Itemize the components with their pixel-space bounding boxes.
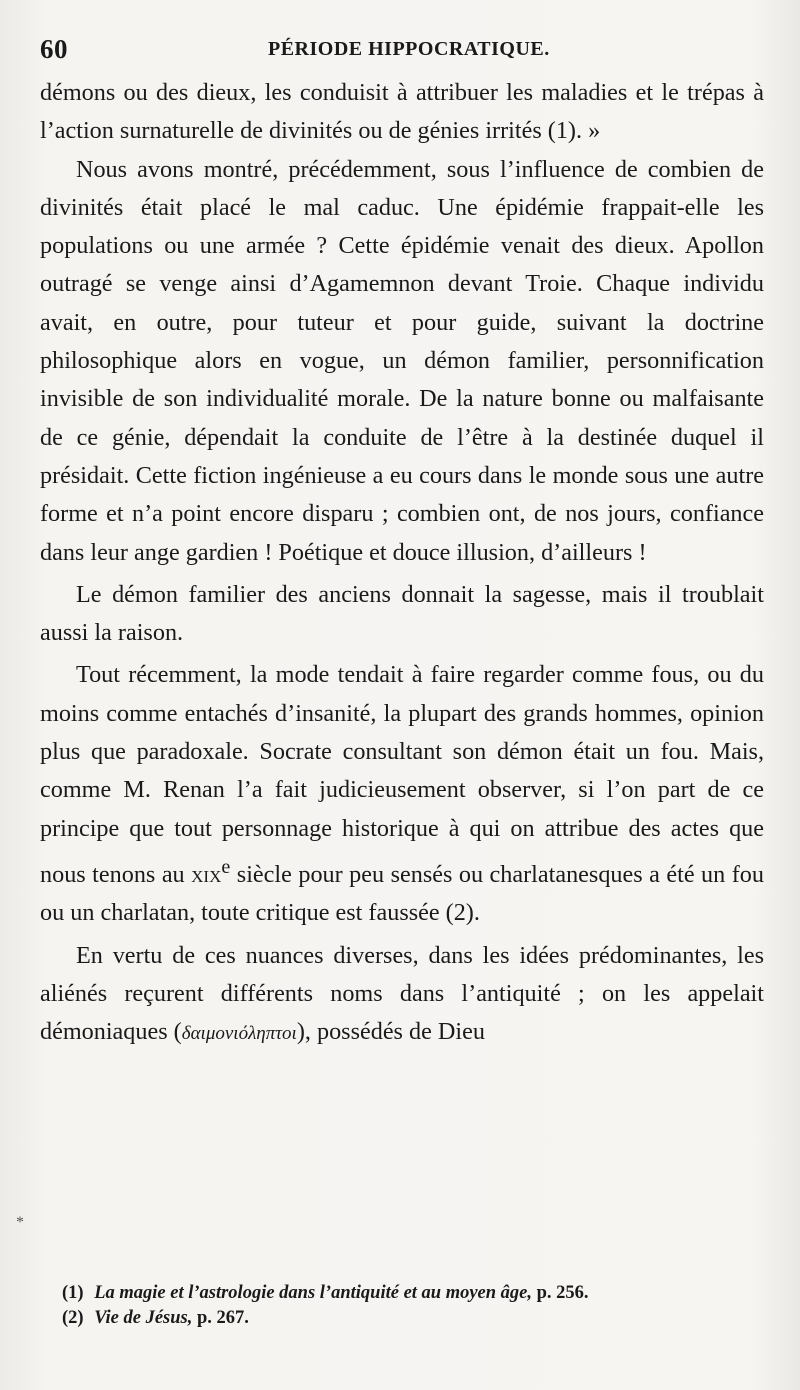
paragraph-nuances-text-b: ), possédés de Dieu: [296, 1018, 485, 1046]
running-head: PÉRIODE HIPPOCRATIQUE.: [268, 38, 550, 60]
greek-term: δαιμονιόληπτοι: [181, 1023, 297, 1045]
footnote-1-mark: (1): [62, 1283, 84, 1303]
footnote-2: [62, 1306, 762, 1331]
page-number: 60: [40, 34, 68, 64]
footnote-1-page: p. 256.: [536, 1283, 589, 1303]
margin-asterisk: *: [16, 1214, 24, 1231]
footnote-2-title: Vie de Jésus,: [94, 1308, 193, 1328]
footnote-2-page: p. 267.: [196, 1308, 249, 1328]
paragraph-familiar-demon: Le démon familier des anciens donnait la sagesse, mais il troublait aussi la raison.: [40, 580, 764, 647]
paragraph-nuances: [40, 937, 764, 1054]
footnote-1-title: La magie et l’astrologie dans l’antiquité et au moyen âge,: [94, 1283, 533, 1303]
body-text: [40, 74, 764, 1053]
paragraph-nuances-text-a: En vertu de ces nuances diverses, dans les idées prédominantes, les aliénés reçurent différents noms dans l’antiquité ; on les appelait démoniaques (: [40, 941, 764, 1046]
paragraph-great-men: [40, 656, 764, 932]
paragraph-great-men-text-b: siècle pour peu sensés ou charlatanesques a été un fou ou un charlatan, toute critique est faussée (2).: [40, 861, 764, 927]
paragraph-great-men-text-a: Tout récemment, la mode tendait à faire regarder comme fous, ou du moins comme entachés d’insanité, la plupart des grands hommes, opinion plus que paradoxale. Socrate consultant son démon était un fou. Mais, comme M. Renan l’a fait judicieusement observer, si l’on part de ce principe que tout personnage historique à qui on attribue des actes que nous tenons au: [40, 661, 764, 888]
century-numeral: xix: [191, 861, 222, 888]
century-superscript: e: [221, 855, 231, 878]
footnote-2-mark: (2): [62, 1308, 84, 1328]
paragraph-continuation: démons ou des dieux, les conduisit à attribuer les maladies et le trépas à l’action surnaturelle de divinités ou de génies irrités (1). »: [40, 79, 764, 145]
paragraph-divinities: Nous avons montré, précédemment, sous l’influence de combien de divinités était placé le mal caduc. Une épidémie frappait-elle les populations ou une armée ? Cette épidémie venait des dieux. Apollon outragé se venge ainsi d’Agamemnon devant Troie. Chaque individu avait, en outre, pour tuteur et pour guide, suivant la doctrine philosophique alors en vogue, un démon familier, personnification invisible de son individualité morale. De la nature bonne ou malfaisante de ce génie, dépendait la conduite de l’être à la destinée duquel il présidait. Cette fiction ingénieuse a eu cours dans le monde sous une autre forme et n’a point encore disparu ; combien ont, de nos jours, confiance dans leur ange gardien ! Poétique et douce illusion, d’ailleurs !: [40, 155, 764, 566]
footnotes: [62, 1281, 762, 1331]
page-header: [40, 34, 760, 74]
footnote-1: [62, 1281, 762, 1306]
